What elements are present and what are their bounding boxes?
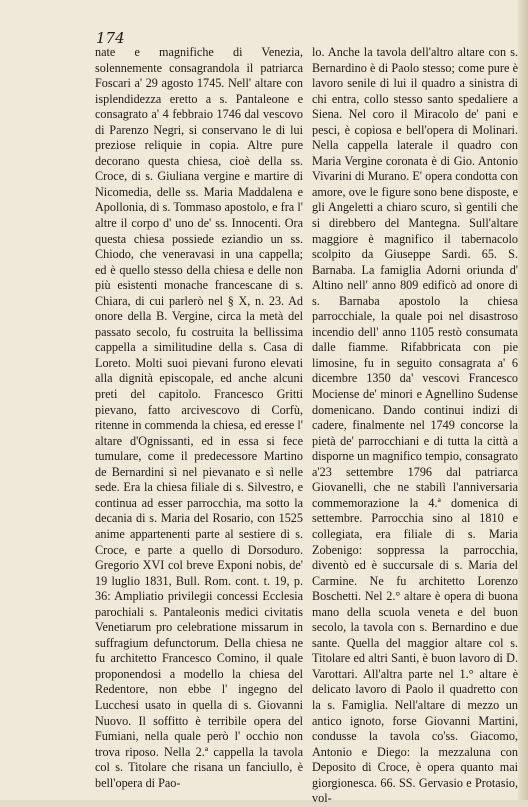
left-column-text: nate e magnifiche di Venezia, solennemente consagrandola il patriarca Foscari a' 29 agosto 1745. Nell' altare con isplendidezza eretto a s. Pantaleone e consagrato a' 4 febbraio 1746 dal vescovo di Parenzo Negri, si conservano le di lui preziose reliquie in copia. Altre pure decorano questa chiesa, cioè della ss. Croce, di s. Giuliana vergine e martire di Nicomedia, delle ss. Maria Maddalena e Apollonia, di s. Tommaso apostolo, e fra l' altre il corpo d' uno de' ss. Innocenti. Ora questa chiesa possiede eziandio un ss. Chiodo, che veneravasi in una cappella; ed è quello stesso della chiesa e delle non più esistenti monache francescane di s. Chiara, di cui parlerò nel § X, n. 23. Ad onore della B. Vergine, circa la metà del passato secolo, fu costruita la bellissima cappella a similitudine della s. Casa di Loreto. Molti suoi pievani furono elevati alla dignità episcopale, ed anche alcuni preti del capitolo. Francesco Gritti pievano, fatto arcivescovo di Corfù, ritenne in commenda la chiesa, ed eresse l' altare d'Ognissanti, ed in essa si fece tumulare, come il predecessore Martino de Bernardini sì nel pievanato e sì nelle sede. Era la chiesa filiale di s. Silvestro, e continua ad esser parrocchia, ma sotto la decania di s. Maria del Rosario, con 1525 anime appartenenti parte al sestiere di s. Croce, e parte a quello di Dorsoduro. Gregorio XVI col breve Exponi nobis, de' 19 luglio 1831, Bull. Rom. cont. t. 19, p. 36: Ampliatio privilegii concessi Ecclesia parochiali s. Pantaleonis medici civitatis Venetiarum pro celebratione missarum in suffragium defunctorum. Della chiesa ne fu architetto Francesco Comino, il quale proponendosi a modello la chiesa del Redentore, non ebbe l' ingegno del Lucchesi usato in quella di s. Giovanni Nuovo. Il soffitto è terribile opera del Fumiani, nella quale però l' occhio non trova riposo. Nella 2.ª cappella la tavola col s. Titolare che risana un fanciullo, è bell'opera di Pao- [95,45,303,790]
left-column [95,45,303,791]
page-edge-shadow [518,0,528,800]
page-number: 174 [96,29,125,47]
right-column-text: lo. Anche la tavola dell'altro altare con s. Bernardino è di Paolo stesso; come pure è lavoro senile di lui il quadro a sinistra di chi entra, collo stesso santo spedaliere a Siena. Nel coro il Miracolo de' pani e pesci, è copiosa e bell'opera di Molinari. Nella cappella laterale il quadro con Maria Vergine coronata è di Gio. Antonio Vivarini di Murano. E' opera condotta con amore, ove le figure sono bene disposte, e gli Angeletti a chiaro scuro, sì gentili che si direbbero del Mantegna. Sull'altare maggiore è magnifico il tabernacolo scolpito da Giuseppe Sardi. 65. S. Barnaba. La famiglia Adorni oriunda d' Altino nell' anno 809 edificò ad onore di s. Barnaba apostolo la chiesa parrocchiale, la quale poi nel disastroso incendio dell' anno 1105 restò consumata dalle fiamme. Rifabbricata con pie limosine, fu in seguito consagrata a' 6 dicembre 1350 da' vescovi Francesco Mociense de' minori e Agnellino Sudense domenicano. Dando continui indizi di cadere, finalmente nel 1749 concorse la pietà de' parrocchiani e di tutta la città a disporne un magnifico tempio, consagrato a'23 settembre 1796 dal patriarca Giovanelli, che ne stabilì l'anniversaria commemorazione la 4.ª domenica di settembre. Parrocchia sino al 1810 e collegiata, era filiale di s. Maria Zobenigo: soppressa la parrocchia, diventò ed è succursale di s. Maria del Carmine. Ne fu architetto Lorenzo Boschetti. Nel 2.° altare è opera di buona mano della scuola veneta e del buon secolo, la tavola con s. Bernardino e due sante. Quella del maggior altare col s. Titolare ed altri Santi, è buon lavoro di D. Varottari. All'altra parte nel 1.° altare è delicato lavoro di Paolo il quadretto con la s. Famiglia. Nell'altare di mezzo un antico ignoto, forse Giovanni Martini, condusse la tavola co'ss. Giacomo, Antonio e Diego: la mezzaluna con Deposito di Croce, è opera quanto mai giorgionesca. 66. SS. Gervasio e Protasio, vol- [312,45,518,806]
right-column [312,45,518,807]
